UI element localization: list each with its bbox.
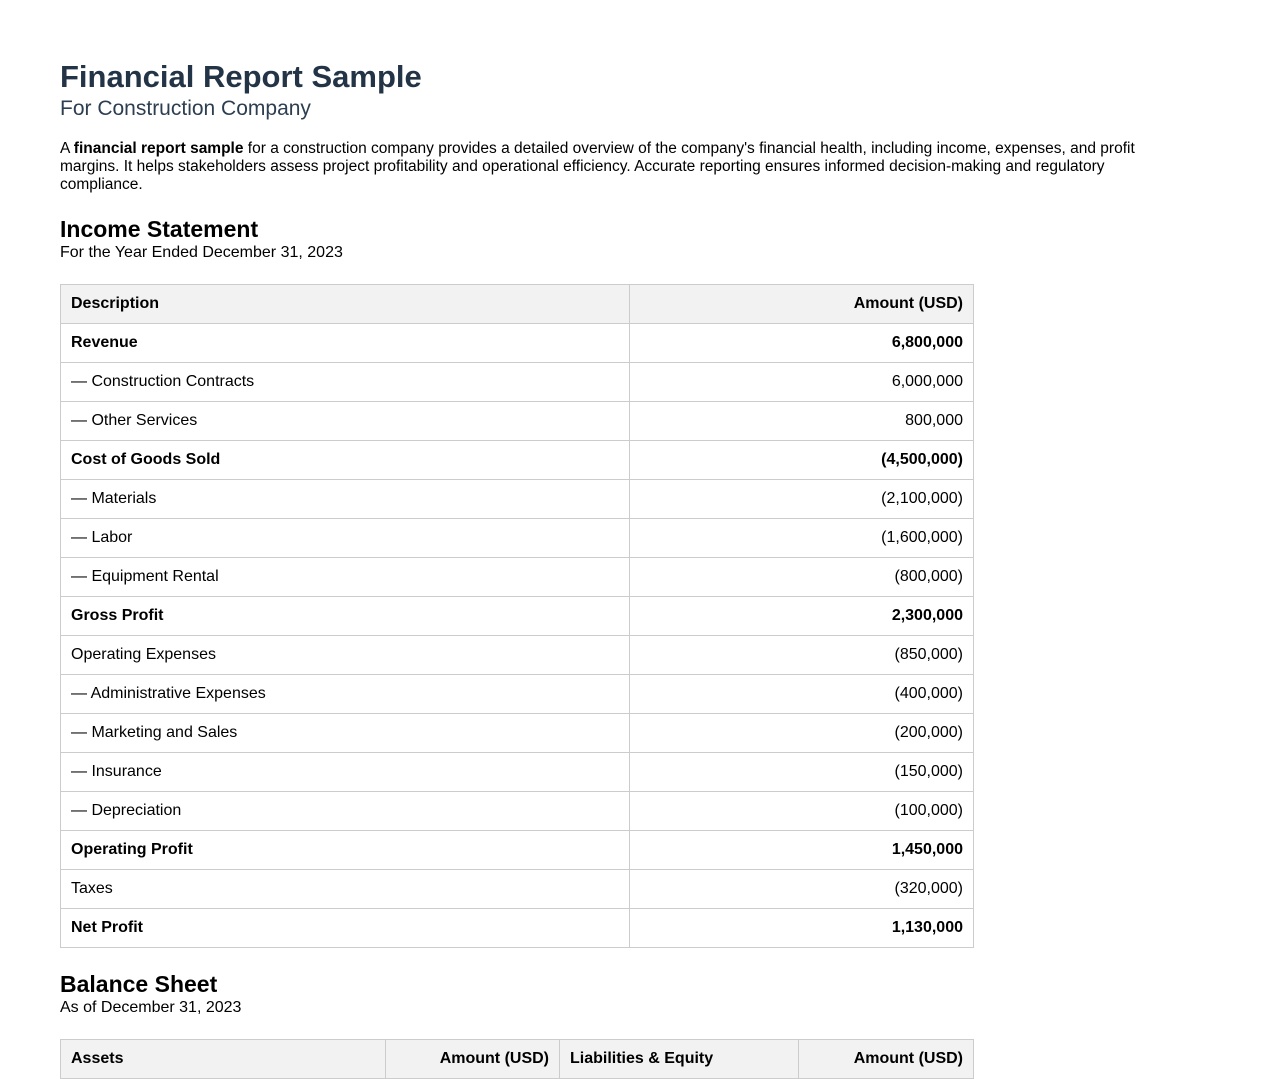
row-description: — Materials bbox=[61, 480, 630, 519]
row-description: Net Profit bbox=[61, 909, 630, 948]
column-header-description: Description bbox=[61, 285, 630, 324]
column-header-amount: Amount (USD) bbox=[630, 285, 974, 324]
row-description: Taxes bbox=[61, 870, 630, 909]
row-description: Operating Profit bbox=[61, 831, 630, 870]
table-row bbox=[61, 636, 974, 675]
table-row bbox=[61, 324, 974, 363]
intro-paragraph bbox=[60, 140, 1190, 194]
row-amount: 2,300,000 bbox=[630, 597, 974, 636]
table-header-row bbox=[61, 1040, 974, 1079]
row-description: — Administrative Expenses bbox=[61, 675, 630, 714]
table-header-row bbox=[61, 285, 974, 324]
row-amount: (200,000) bbox=[630, 714, 974, 753]
table-row bbox=[61, 753, 974, 792]
balance-sheet-table bbox=[60, 1039, 974, 1079]
row-amount: (850,000) bbox=[630, 636, 974, 675]
row-amount: (2,100,000) bbox=[630, 480, 974, 519]
row-description: — Construction Contracts bbox=[61, 363, 630, 402]
row-amount: (150,000) bbox=[630, 753, 974, 792]
table-row bbox=[61, 675, 974, 714]
page-subtitle: For Construction Company bbox=[60, 97, 311, 120]
row-amount: 6,000,000 bbox=[630, 363, 974, 402]
intro-prefix: A bbox=[60, 140, 74, 157]
row-description: — Other Services bbox=[61, 402, 630, 441]
table-row bbox=[61, 480, 974, 519]
row-amount: (4,500,000) bbox=[630, 441, 974, 480]
row-amount: 6,800,000 bbox=[630, 324, 974, 363]
column-header-assets-amount: Amount (USD) bbox=[386, 1040, 560, 1079]
balance-sheet-title: Balance Sheet bbox=[60, 971, 218, 997]
intro-bold-term: financial report sample bbox=[73, 140, 244, 157]
row-description: — Equipment Rental bbox=[61, 558, 630, 597]
row-description: Gross Profit bbox=[61, 597, 630, 636]
column-header-liabilities-equity: Liabilities & Equity bbox=[560, 1040, 799, 1079]
table-row bbox=[61, 441, 974, 480]
table-row bbox=[61, 597, 974, 636]
row-description: — Depreciation bbox=[61, 792, 630, 831]
row-description: Cost of Goods Sold bbox=[61, 441, 630, 480]
table-row bbox=[61, 363, 974, 402]
column-header-assets: Assets bbox=[61, 1040, 386, 1079]
row-description: Revenue bbox=[61, 324, 630, 363]
row-description: Operating Expenses bbox=[61, 636, 630, 675]
table-row bbox=[61, 714, 974, 753]
table-row bbox=[61, 402, 974, 441]
column-header-liabilities-amount: Amount (USD) bbox=[799, 1040, 974, 1079]
table-row bbox=[61, 558, 974, 597]
income-statement-table bbox=[60, 284, 974, 948]
intro-rest: for a construction company provides a detailed overview of the company's financial health, including income, expenses, and profit margins. It helps stakeholders assess project profitability and operational efficiency. Accurate reporting ensures informed decision-making and regulatory compliance. bbox=[60, 140, 1135, 193]
row-amount: (100,000) bbox=[630, 792, 974, 831]
row-amount: (800,000) bbox=[630, 558, 974, 597]
income-statement-body bbox=[61, 324, 974, 948]
page-title: Financial Report Sample bbox=[60, 59, 422, 94]
row-description: — Labor bbox=[61, 519, 630, 558]
row-description: — Insurance bbox=[61, 753, 630, 792]
row-amount: (400,000) bbox=[630, 675, 974, 714]
table-row bbox=[61, 870, 974, 909]
row-amount: 800,000 bbox=[630, 402, 974, 441]
row-amount: 1,130,000 bbox=[630, 909, 974, 948]
table-row bbox=[61, 831, 974, 870]
table-row bbox=[61, 519, 974, 558]
row-amount: 1,450,000 bbox=[630, 831, 974, 870]
income-statement-period: For the Year Ended December 31, 2023 bbox=[60, 244, 343, 261]
row-amount: (1,600,000) bbox=[630, 519, 974, 558]
row-amount: (320,000) bbox=[630, 870, 974, 909]
income-statement-title: Income Statement bbox=[60, 216, 259, 242]
table-row bbox=[61, 792, 974, 831]
balance-sheet-period: As of December 31, 2023 bbox=[60, 999, 242, 1016]
row-description: — Marketing and Sales bbox=[61, 714, 630, 753]
table-row bbox=[61, 909, 974, 948]
